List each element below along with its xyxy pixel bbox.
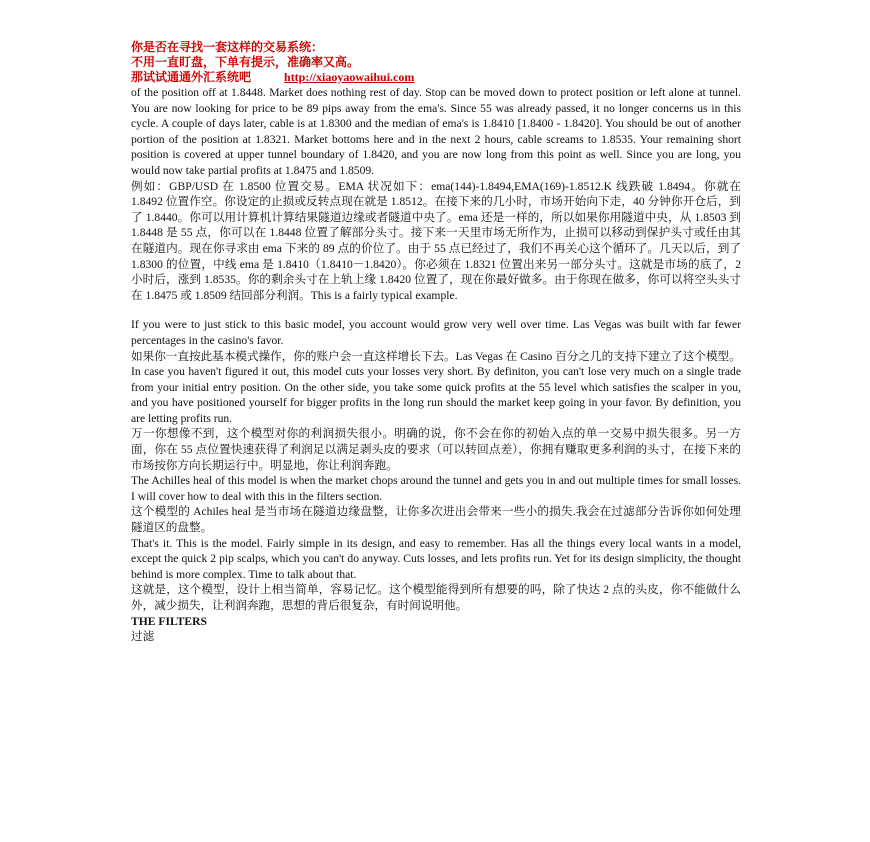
paragraph-10: 这就是，这个模型，设计上相当简单，容易记忆。这个模型能得到所有想要的吗，除了快达 2 点的头皮，你不能做什么外，减少损失，让利润奔跑，思想的背后很复杂，有时间说明他。 xyxy=(131,583,741,612)
blank-line xyxy=(131,303,741,317)
section-heading-filters: THE FILTERS xyxy=(131,614,207,628)
paragraph-8: 这个模型的 Achiles heal 是当市场在隧道边缘盘整，让你多次进出会带来一些小的损失.我会在过滤部分告诉你如何处理隧道区的盘整。 xyxy=(131,505,741,535)
paragraph-7: The Achilles heal of this model is when the market chops around the tunnel and gets you in and out multiple times for small losses. I will cover how to deal with this in the filters section. xyxy=(131,474,741,503)
paragraph-1: of the position off at 1.8448. Market does nothing rest of day. Stop can be moved down to protect position or left alone at tunnel. You are now looking for price to be 89 pips away from the ema's. Since 55 was already passed, it no longer concerns us in this cycle. A couple of days later, cable is at 1.8300 and the median of ema's is 1.8410 [1.8400 - 1.8420]. You should be out of another portion of the position at 1.8321. Market bottoms here and in the next 2 hours, cable screams to 1.8535. Your remaining short position is covered at upper tunnel boundary of 1.8420, and you are now long from this point as well. Since you are long, you would now take partial profits at 1.8475 and 1.8509. xyxy=(131,86,741,177)
ad-line-1: 你是否在寻找一套这样的交易系统： xyxy=(131,40,324,54)
paragraph-4: 如果你一直按此基本模式操作，你的账户会一直这样增长下去。Las Vegas 在 Casino 百分之几的支持下建立了这个模型。 xyxy=(131,349,741,363)
document-page xyxy=(131,40,741,645)
section-subheading-filters: 过滤 xyxy=(131,630,155,644)
ad-line-3-text: 那试试通通外汇系统吧 xyxy=(131,70,252,84)
ad-link[interactable]: http://xiaoyaowaihui.com xyxy=(284,70,415,84)
advertisement-block xyxy=(131,40,741,85)
ad-line-3 xyxy=(131,70,741,85)
ad-line-2: 不用一直盯盘，下单有提示，准确率又高。 xyxy=(131,55,360,69)
paragraph-5: In case you haven't figured it out, this model cuts your losses very short. By definiton, you can't lose very much on a single trade from your initial entry position. On the other side, you take some quick profits at the 55 level which satisfies the scalper in you, and you have positioned yourself for bigger profits in the long run should the market keep going in your favor. By definition, you are letting profits run. xyxy=(131,365,741,425)
paragraph-9: That's it. This is the model. Fairly simple in its design, and easy to remember. Has all the things every local wants in a model, except the quick 2 pip scalps, which you can't do anyway. Cuts losses, and lets profits run. Yet for its design simplicity, the thought behind is more complex. Time to talk about that. xyxy=(131,536,741,581)
paragraph-3: If you were to just stick to this basic model, you account would grow very well over time. Las Vegas was built with far fewer percentages in the casino's favor. xyxy=(131,318,741,347)
paragraph-2: 例如：GBP/USD 在 1.8500 位置交易。EMA 状况如下：ema(144)-1.8494,EMA(169)-1.8512.K 线跌破 1.8494。你就在 1.8492 位置作空。你设定的止损或反转点现在就是 1.8512。在接下来的几小时，市场开始向下走，40 分钟你开仓后，到了 1.8440。你可以用计算机计算结果隧道边缘或者隧道中央了。ema 还是一样的，所以如果你用隧道中央，从 1.8503 到 1.8448 是 55 点，你可以在 1.8448 位置了解部分头寸。接下来一天里市场无所作为，止损可以移动到保护头寸或任由其在隧道内。现在你寻求由 ema 下来的 89 点的价位了。由于 55 点已经过了，我们不再关心这个循环了。几天以后，到了 1.8300 的位置，中线 ema 是 1.8410（1.8410－1.8420）。你必须在 1.8321 位置出来另一部分头寸。这就是市场的底了，2 小时后，涨到 1.8535。你的剩余头寸在上轨上缘 1.8420 位置了，现在你最好做多。由于你现在做多，你可以将空头头寸在 1.8475 或 1.8509 结回部分利润。This is a fairly typical example. xyxy=(131,179,741,302)
paragraph-6: 万一你想像不到，这个模型对你的利润损失很小。明确的说，你不会在你的初始入点的单一交易中损失很多。另一方面，你在 55 点位置快速获得了利润足以满足剥头皮的要求（可以转回点差），你拥有赚取更多利润的头寸，在接下来的市场按你方向长期运行中。明显地，你让利润奔跑。 xyxy=(131,427,741,472)
